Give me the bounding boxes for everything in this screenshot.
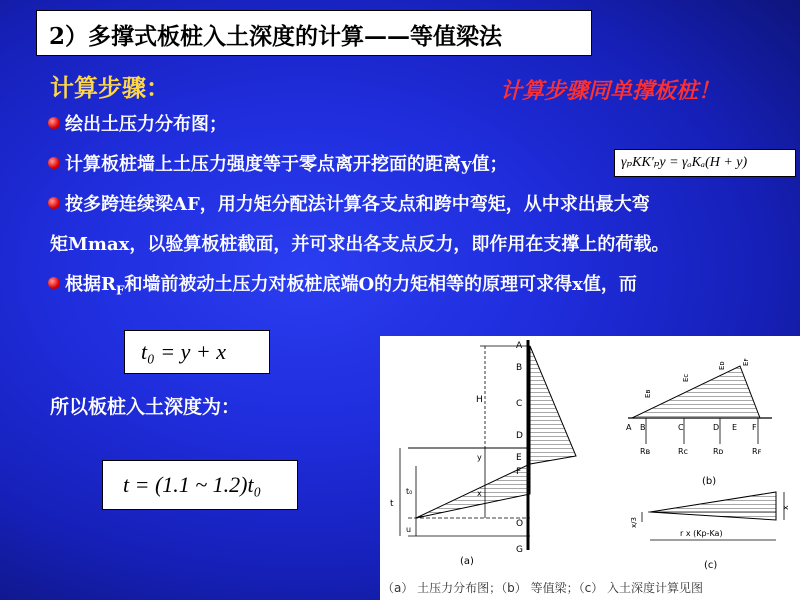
bullet-3-cont [50, 230, 669, 256]
depth-text: 所以板桩入土深度为： [50, 396, 241, 418]
bullet-4 [48, 270, 637, 298]
fig-a-label-H: H [476, 395, 483, 405]
fig-b-label-E: E [732, 423, 738, 432]
formula-t0 [124, 330, 270, 374]
fig-b-sub: (b) [702, 476, 717, 487]
diagram-a [390, 340, 576, 567]
bullet-dot-icon [48, 277, 60, 289]
fig-a-label-E: E [516, 453, 522, 463]
bullet-dot-icon [48, 117, 60, 129]
fig-b-label-A: A [626, 423, 632, 432]
fig-a-label-B: B [516, 363, 523, 373]
fig-b-force-RC: Rᴄ [678, 447, 688, 456]
title-box [36, 10, 592, 56]
fig-b-force-RF: Rꜰ [752, 447, 762, 456]
steps-heading: 计算步骤： [50, 73, 170, 102]
formula-t [102, 460, 298, 510]
fig-a-label-x: x [477, 489, 482, 498]
bullet-dot-icon [48, 197, 60, 209]
bullet-2-text: 计算板桩墙上土压力强度等于零点离开挖面的距离y值； [65, 154, 508, 175]
figure-caption: （a） 土压力分布图；（b） 等值梁；（c） 入土深度计算见图 [382, 581, 704, 595]
bullet-3-text: 按多跨连续梁AF，用力矩分配法计算各支点和跨中弯矩，从中求出最大弯 [65, 194, 650, 215]
diagram-b [626, 358, 772, 487]
fig-c-label-x: x [781, 505, 790, 510]
diagram-c [630, 492, 790, 571]
page-title: 2）多撑式板桩入土深度的计算——等值梁法 [49, 23, 503, 50]
bullet-4-before: 根据R [65, 274, 116, 295]
bullet-1-text: 绘出土压力分布图； [65, 114, 227, 135]
bullet-dot-icon [48, 157, 60, 169]
bullet-3b-text: 矩Mmax，以验算板桩截面，并可求出各支点反力，即作用在支撑上的荷载。 [50, 234, 670, 255]
formula-t0-text: t₀ = y + x [141, 339, 226, 364]
formula-t-text: t = (1.1 ~ 1.2)t₀ [123, 472, 262, 497]
inline-formula-text: γₚKK'ₚy = γₐKₐ(H + y) [621, 155, 748, 170]
fig-b-force-RB: Rʙ [640, 447, 651, 456]
fig-a-label-u: u [406, 525, 412, 534]
inline-formula [614, 149, 796, 177]
fig-b-load-EF: Eꜰ [742, 358, 750, 366]
bullet-4-sub: F [115, 283, 125, 298]
fig-a-label-D: D [516, 431, 523, 441]
fig-c-label-rx: r x (Kp-Ka) [680, 529, 723, 538]
fig-a-label-t0: t₀ [406, 487, 413, 496]
figure-panel [380, 336, 800, 600]
bullet-2 [48, 150, 507, 176]
fig-b-label-C: C [678, 423, 684, 432]
bullet-1 [48, 110, 227, 136]
fig-b-label-B: B [640, 423, 646, 432]
figure-svg [380, 336, 800, 600]
fig-a-label-y: y [477, 453, 482, 462]
bullet-3 [48, 190, 650, 216]
bullet-4-after: 和墙前被动土压力对板桩底端O的力矩相等的原理可求得x值，而 [124, 274, 637, 295]
fig-a-sub: (a) [460, 556, 474, 567]
fig-a-label-C: C [516, 399, 523, 409]
passive-pressure-area [416, 464, 530, 518]
fig-b-label-D: D [713, 423, 720, 432]
fig-b-force-RD: Rᴅ [713, 447, 724, 456]
fig-c-label-x3: x/3 [630, 517, 638, 528]
fig-a-label-A: A [516, 341, 523, 351]
fig-b-load-ED: Eᴅ [718, 361, 726, 370]
red-note: 计算步骤同单撑板桩！ [500, 78, 721, 104]
calc-triangle [650, 492, 776, 520]
fig-b-label-F: F [752, 423, 757, 432]
fig-a-label-O: O [516, 519, 524, 529]
active-pressure-area [530, 346, 576, 464]
fig-a-label-F: F [516, 467, 522, 477]
fig-c-sub: (c) [704, 560, 718, 571]
fig-a-label-G: G [516, 545, 523, 555]
fig-a-label-t: t [390, 499, 394, 509]
fig-b-load-EC: Eᴄ [682, 373, 690, 382]
fig-b-load-EB: Eʙ [644, 389, 652, 398]
